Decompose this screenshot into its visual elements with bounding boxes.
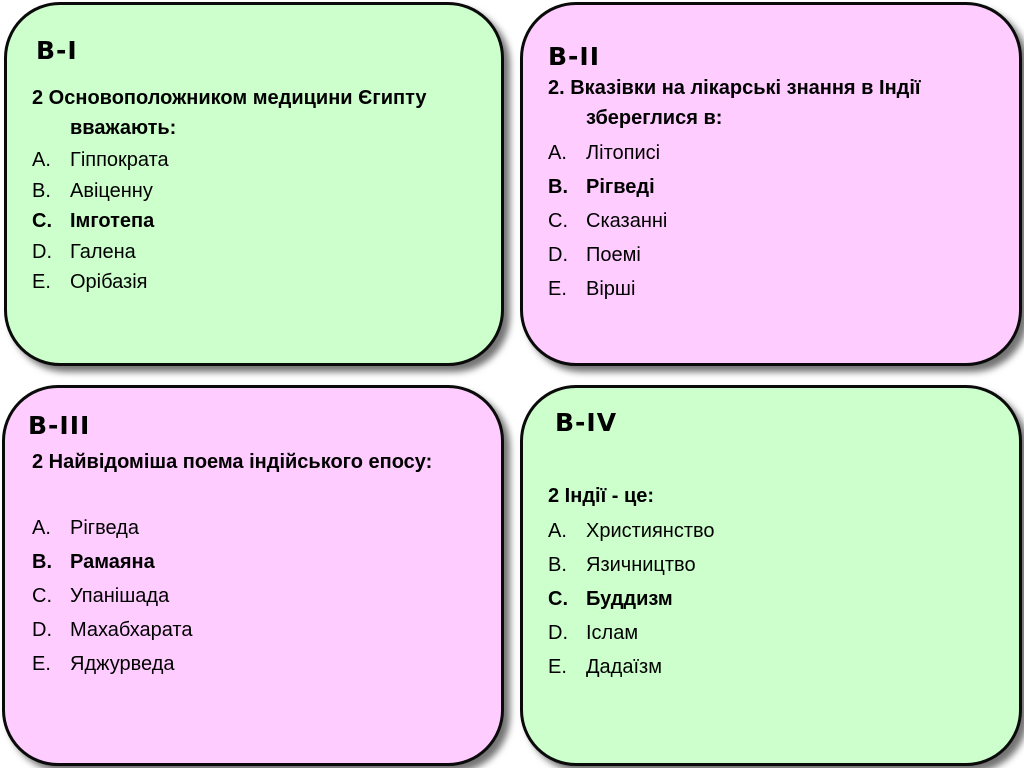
variant-label: B-IV: [555, 408, 618, 437]
option-b-correct[interactable]: [548, 170, 667, 204]
variant-label: B-I: [36, 36, 78, 65]
option-text: Авіценну: [70, 179, 153, 202]
option-letter: B.: [32, 551, 52, 573]
variant-label: B-II: [548, 42, 601, 71]
option-c-correct[interactable]: [548, 582, 715, 616]
option-text: Християнство: [586, 520, 715, 542]
option-e[interactable]: [548, 272, 667, 306]
option-d[interactable]: [32, 237, 169, 268]
option-letter: B.: [548, 176, 568, 198]
option-text: Язичництво: [586, 554, 696, 576]
option-text: Махабхарата: [70, 619, 193, 641]
option-letter: D.: [32, 619, 52, 641]
option-text: Галена: [70, 240, 136, 263]
option-c-correct[interactable]: [32, 206, 169, 237]
option-e[interactable]: [32, 267, 169, 298]
variant-card-2: [520, 2, 1022, 366]
option-a[interactable]: [32, 145, 169, 176]
option-letter: C.: [548, 210, 568, 232]
option-b[interactable]: [32, 176, 169, 207]
option-letter: C.: [32, 585, 52, 607]
option-text: Дадаїзм: [586, 656, 662, 678]
option-letter: E.: [32, 271, 51, 293]
option-letter: D.: [548, 244, 568, 266]
option-text: Іслам: [586, 622, 639, 644]
answer-options: [32, 145, 169, 298]
option-d[interactable]: [548, 238, 667, 272]
answer-options: [548, 136, 667, 306]
option-letter: A.: [548, 520, 567, 542]
option-letter: E.: [548, 278, 567, 300]
variant-label: B-III: [28, 411, 91, 440]
option-a[interactable]: [32, 511, 192, 545]
option-text: Рігведі: [586, 176, 655, 198]
option-letter: E.: [548, 656, 567, 678]
option-letter: C.: [548, 588, 568, 610]
option-text: Літописі: [586, 142, 661, 164]
option-d[interactable]: [548, 616, 715, 650]
option-c[interactable]: [548, 204, 667, 238]
option-a[interactable]: [548, 136, 667, 170]
option-text: Упанішада: [70, 585, 170, 607]
option-letter: B.: [548, 554, 567, 576]
question-text: 2 Найвідоміша поема індійського епосу:: [32, 451, 433, 473]
option-text: Сказанні: [586, 210, 668, 232]
option-text: Вірші: [586, 278, 636, 300]
option-e[interactable]: [32, 647, 192, 681]
option-text: Рігведа: [70, 517, 139, 539]
option-letter: D.: [32, 240, 52, 263]
variant-card-4: [520, 385, 1022, 766]
option-letter: B.: [32, 179, 51, 202]
option-d[interactable]: [32, 613, 192, 647]
option-text: Яджурведа: [70, 653, 175, 675]
option-text: Орібазія: [70, 271, 148, 293]
question-text: 2 Індії - це:: [548, 485, 655, 507]
answer-options: [32, 511, 192, 681]
option-letter: D.: [548, 622, 568, 644]
option-letter: E.: [32, 653, 51, 675]
option-b-correct[interactable]: [32, 545, 192, 579]
option-letter: A.: [32, 517, 51, 539]
option-e[interactable]: [548, 650, 715, 684]
option-letter: C.: [32, 210, 52, 232]
option-text: Поемі: [586, 244, 641, 266]
variant-card-3: [2, 385, 504, 766]
option-text: Рамаяна: [70, 551, 155, 573]
option-letter: A.: [548, 142, 567, 164]
option-text: Гіппократа: [70, 149, 169, 171]
variant-card-1: [4, 2, 504, 366]
answer-options: [548, 514, 715, 684]
option-a[interactable]: [548, 514, 715, 548]
option-c[interactable]: [32, 579, 192, 613]
option-text: Буддизм: [586, 588, 673, 610]
question-text: 2 Основоположником медицини Єгипту вважають:: [32, 87, 427, 139]
option-letter: A.: [32, 149, 51, 171]
option-b[interactable]: [548, 548, 715, 582]
question-text: 2. Вказівки на лікарські знання в Індії збереглися в:: [548, 77, 921, 129]
option-text: Імготепа: [70, 210, 155, 232]
